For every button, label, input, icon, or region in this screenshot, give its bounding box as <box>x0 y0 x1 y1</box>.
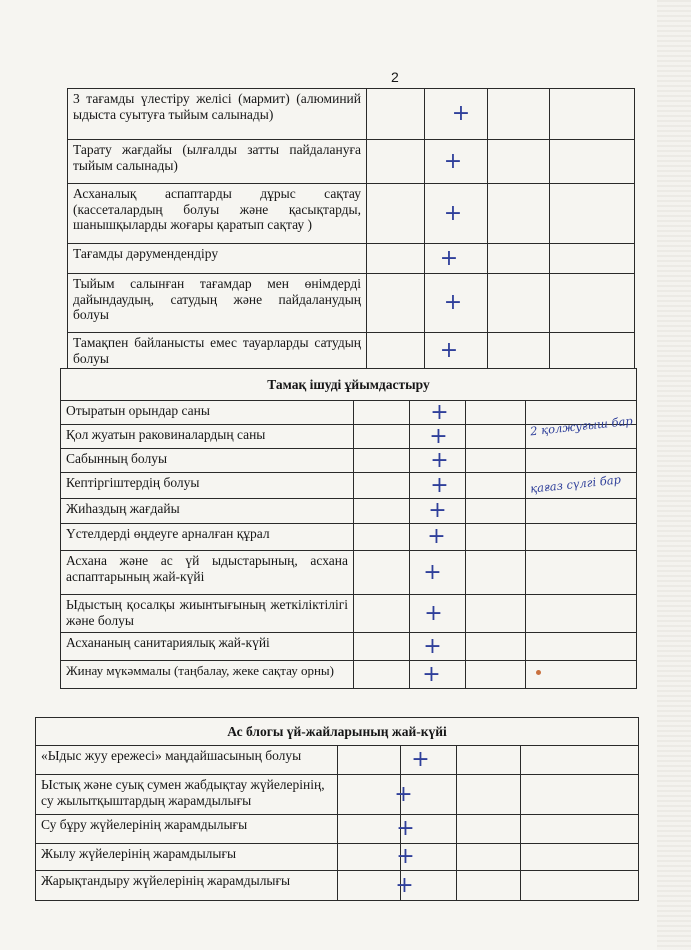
check-mark: + <box>427 524 446 549</box>
check-cell <box>425 89 488 140</box>
scan-edge <box>657 0 691 950</box>
row-description: Тарату жағдайы (ылғалды затты пайдалануға тыйым салынады) <box>68 140 367 184</box>
check-mark: + <box>394 781 413 807</box>
row-description: Тамақпен байланысты емес тауарларды сатудың болуы <box>68 333 367 369</box>
check-cell <box>410 551 466 595</box>
page-number: 2 <box>391 69 399 85</box>
check-mark: + <box>443 148 463 174</box>
row-description: Үстелдерді өңдеуге арналған құрал <box>61 524 354 551</box>
section-header-row <box>61 369 637 401</box>
check-mark: + <box>411 747 430 772</box>
table-row <box>61 595 637 633</box>
check-cell <box>410 524 466 551</box>
table-section-b <box>60 368 637 689</box>
check-cell <box>410 595 466 633</box>
row-description: Сабынның болуы <box>61 449 354 473</box>
row-description: Жылу жүйелерінің жарамдылығы <box>36 844 338 871</box>
check-mark: + <box>430 399 449 425</box>
table-row <box>61 524 637 551</box>
check-cell <box>425 333 488 369</box>
check-mark: + <box>423 633 442 659</box>
table-row <box>68 333 635 369</box>
check-cell <box>425 140 488 184</box>
check-mark: + <box>439 337 459 363</box>
check-cell <box>410 499 466 524</box>
row-description: Асхана және ас үй ыдыстарының, асхана аспаптарының жай-күйі <box>61 551 354 595</box>
table-row <box>68 244 635 274</box>
row-description: Ыстық және суық сумен жабдықтау жүйелерінің, су жылытқыштардың жарамдылығы <box>36 775 338 815</box>
check-cell <box>401 746 457 775</box>
check-mark: + <box>439 245 459 271</box>
table-row <box>68 274 635 333</box>
check-mark: + <box>443 200 463 226</box>
check-mark: + <box>430 472 449 498</box>
check-cell <box>425 184 488 244</box>
row-description: Жарықтандыру жүйелерінің жарамдылығы <box>36 871 338 901</box>
row-description: 3 тағамды үлестіру желісі (мармит) (алюминий ыдыста суытуға тыйым салынады) <box>68 89 367 140</box>
check-mark: + <box>396 844 415 869</box>
table-row <box>61 551 637 595</box>
section-title: Ас блогы үй-жайларының жай-күйі <box>36 718 639 746</box>
check-mark: + <box>395 872 414 898</box>
check-mark: + <box>451 101 471 126</box>
check-cell <box>410 473 466 499</box>
row-description: Қол жуатын раковиналардың саны <box>61 425 354 449</box>
check-mark: + <box>429 423 448 449</box>
row-description: Жиһаздың жағдайы <box>61 499 354 524</box>
table-section-a <box>67 88 635 369</box>
row-description: Отыратын орындар саны <box>61 401 354 425</box>
table-row <box>61 661 637 689</box>
table-row <box>61 473 637 499</box>
table-row <box>36 871 639 901</box>
check-mark: + <box>430 447 449 473</box>
row-description: Су бұру жүйелерінің жарамдылығы <box>36 815 338 844</box>
table-row <box>68 184 635 244</box>
table-row <box>68 140 635 184</box>
table-row <box>36 775 639 815</box>
table-row <box>61 633 637 661</box>
handwritten-note: қағаз сүлгі бар <box>529 472 622 496</box>
table-row <box>68 89 635 140</box>
check-mark: + <box>423 559 442 585</box>
table-row <box>61 499 637 524</box>
table-section-c <box>35 717 639 901</box>
check-mark: + <box>443 290 463 315</box>
check-cell <box>410 401 466 425</box>
check-cell <box>394 775 457 815</box>
row-description: Жинау мүкәммалы (таңбалау, жеке сақтау орны) <box>61 661 354 689</box>
section-title: Тамақ ішуді ұйымдастыру <box>61 369 637 401</box>
table-row <box>61 449 637 473</box>
row-description: Тыйым салынған тағамдар мен өнімдерді дайындаудың, сатудың және пайдаланудың болуы <box>68 274 367 333</box>
check-cell <box>410 425 466 449</box>
row-description: Асхананың санитариялық жай-күйі <box>61 633 354 661</box>
section-header-row <box>36 718 639 746</box>
handwritten-note: 2 қолжуғыш бар <box>529 413 634 439</box>
check-cell <box>410 449 466 473</box>
check-mark: + <box>428 498 447 523</box>
table-row <box>36 844 639 871</box>
check-cell <box>396 844 457 871</box>
table-row <box>61 425 637 449</box>
check-cell <box>425 274 488 333</box>
table-row <box>36 746 639 775</box>
check-cell <box>425 244 488 274</box>
table-row <box>61 401 637 425</box>
row-description: Кептіргіштердің болуы <box>61 473 354 499</box>
row-description: Асханалық аспаптарды дұрыс сақтау (кассеталардың болуы және қасықтарды, шанышқыларды жоғары қаратып сақтау ) <box>68 184 367 244</box>
check-cell <box>395 871 457 901</box>
table-row <box>36 815 639 844</box>
row-description: Тағамды дәрумендендіру <box>68 244 367 274</box>
row-description: Ыдыстың қосалқы жиынтығының жеткіліктілігі және болуы <box>61 595 354 633</box>
check-mark: + <box>422 661 441 687</box>
row-description: «Ыдыс жуу ережесі» маңдайшасының болуы <box>36 746 338 775</box>
check-cell <box>396 815 457 844</box>
stain-speck <box>536 670 541 675</box>
check-cell <box>410 661 466 689</box>
check-mark: + <box>424 600 443 626</box>
check-mark: + <box>396 816 415 841</box>
check-cell <box>410 633 466 661</box>
